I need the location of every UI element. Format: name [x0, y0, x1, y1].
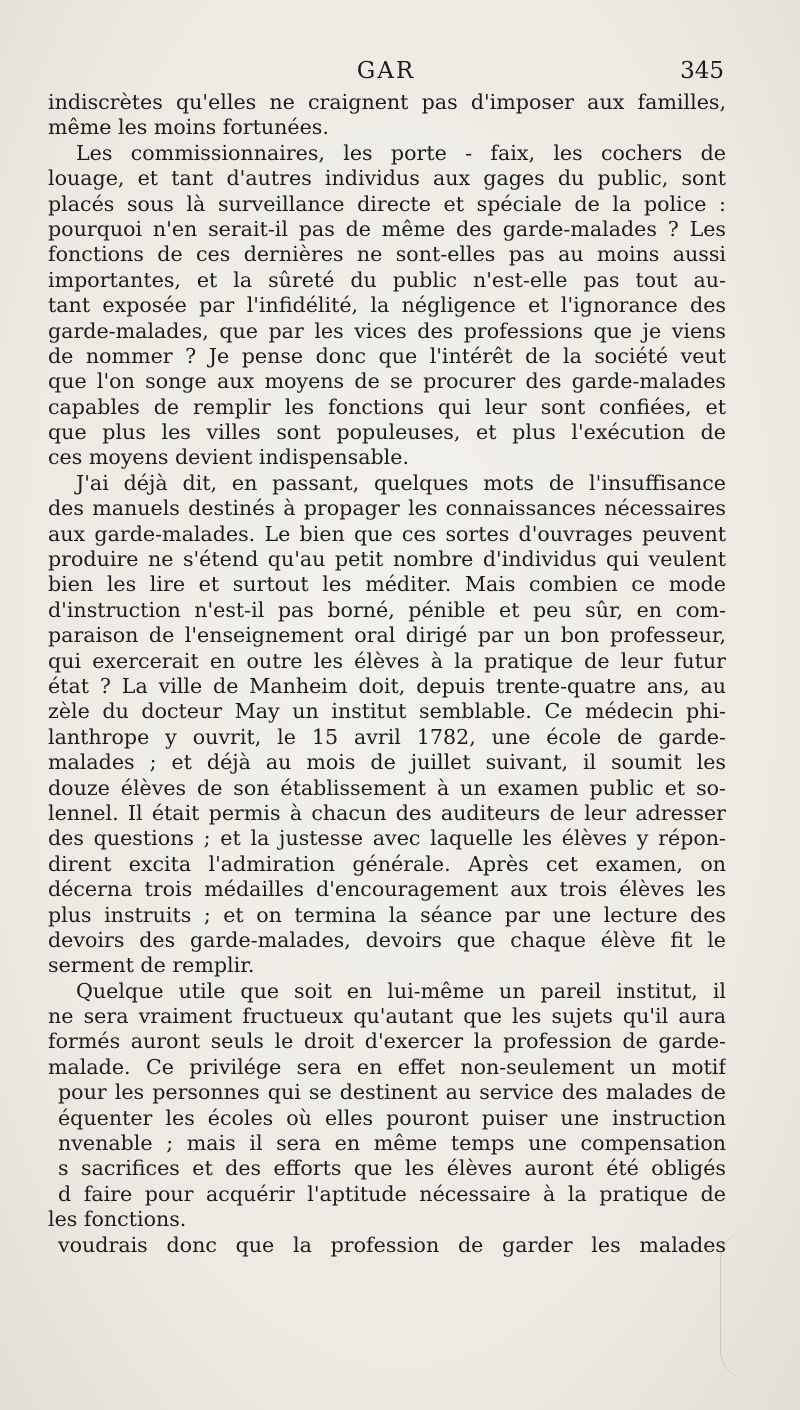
text-line: les fonctions. — [48, 1207, 187, 1232]
text-line: des questions ; et la justesse avec laquelle les élèves y répon- — [48, 826, 726, 851]
text-line: dirent excita l'admiration générale. Après cet examen, on — [48, 851, 726, 876]
text-line: même les moins fortunées. — [48, 115, 329, 140]
text-line: voudrais donc que la profession de garder les malades — [58, 1232, 726, 1257]
text-line: décerna trois médailles d'encouragement aux trois élèves les — [48, 877, 726, 902]
text-line: malade. Ce privilége sera en effet non-seulement un motif — [48, 1054, 726, 1079]
text-line: d'instruction n'est-il pas borné, pénible et peu sûr, en com- — [48, 597, 726, 622]
text-line: bien les lire et surtout les méditer. Mais combien ce mode — [48, 572, 726, 597]
text-line: lanthrope y ouvrit, le 15 avril 1782, une école de garde- — [48, 724, 726, 749]
text-line: que l'on songe aux moyens de se procurer des garde-malades — [48, 369, 726, 394]
text-line: Les commissionnaires, les porte - faix, les cochers de — [76, 140, 726, 165]
page-number: 345 — [680, 58, 724, 84]
page-edge-mark — [720, 1230, 781, 1380]
text-line: aux garde-malades. Le bien que ces sortes d'ouvrages peuvent — [48, 521, 726, 546]
text-line: pourquoi n'en serait-il pas de même des garde-malades ? Les — [48, 216, 726, 241]
text-line: zèle du docteur May un institut semblable. Ce médecin phi- — [48, 699, 726, 724]
text-line: de nommer ? Je pense donc que l'intérêt de la société veut — [48, 343, 726, 368]
text-line: garde-malades, que par les vices des professions que je viens — [48, 318, 726, 343]
text-line: qui exercerait en outre les élèves à la pratique de leur futur — [48, 648, 726, 673]
text-line: placés sous là surveillance directe et spéciale de la police : — [48, 191, 726, 216]
body-text — [48, 90, 726, 1258]
text-line: produire ne s'étend qu'au petit nombre d'individus qui veulent — [48, 547, 726, 572]
text-line: d faire pour acquérir l'aptitude nécessaire à la pratique de — [58, 1181, 726, 1206]
text-line: ces moyens devient indispensable. — [48, 445, 409, 470]
text-line: ne sera vraiment fructueux qu'autant que les sujets qu'il aura — [48, 1004, 726, 1029]
text-line: lennel. Il était permis à chacun des auditeurs de leur adresser — [48, 800, 726, 825]
text-line: équenter les écoles où elles pouront puiser une instruction — [58, 1105, 726, 1130]
page-header — [48, 58, 724, 88]
text-line: importantes, et la sûreté du public n'est-elle pas tout au- — [48, 267, 726, 292]
text-line: tant exposée par l'infidélité, la négligence et l'ignorance des — [48, 293, 726, 318]
text-line: malades ; et déjà au mois de juillet suivant, il soumit les — [48, 750, 726, 775]
text-line: J'ai déjà dit, en passant, quelques mots de l'insuffisance — [76, 470, 726, 495]
text-line: indiscrètes qu'elles ne craignent pas d'imposer aux familles, — [48, 90, 726, 114]
text-line: devoirs des garde-malades, devoirs que chaque élève fit le — [48, 927, 726, 952]
text-line: Quelque utile que soit en lui-même un pareil institut, il — [76, 978, 726, 1003]
text-line: formés auront seuls le droit d'exercer la profession de garde- — [48, 1029, 726, 1054]
text-line: nvenable ; mais il sera en même temps une compensation — [58, 1131, 726, 1156]
text-line: des manuels destinés à propager les connaissances nécessaires — [48, 496, 726, 521]
text-line: que plus les villes sont populeuses, et plus l'exécution de — [48, 420, 726, 445]
text-line: plus instruits ; et on termina la séance par une lecture des — [48, 902, 726, 927]
text-line: louage, et tant d'autres individus aux gages du public, sont — [48, 166, 726, 191]
running-title: GAR — [356, 58, 416, 84]
text-line: pour les personnes qui se destinent au service des malades de — [58, 1080, 726, 1105]
text-line: serment de remplir. — [48, 953, 255, 978]
text-line: fonctions de ces dernières ne sont-elles pas au moins aussi — [48, 242, 726, 267]
text-line: capables de remplir les fonctions qui leur sont confiées, et — [48, 394, 726, 419]
text-line: s sacrifices et des efforts que les élèves auront été obligés — [58, 1156, 726, 1181]
text-line: douze élèves de son établissement à un examen public et so- — [48, 775, 726, 800]
text-line: état ? La ville de Manheim doit, depuis trente-quatre ans, au — [48, 673, 726, 698]
text-line: paraison de l'enseignement oral dirigé par un bon professeur, — [48, 623, 726, 648]
